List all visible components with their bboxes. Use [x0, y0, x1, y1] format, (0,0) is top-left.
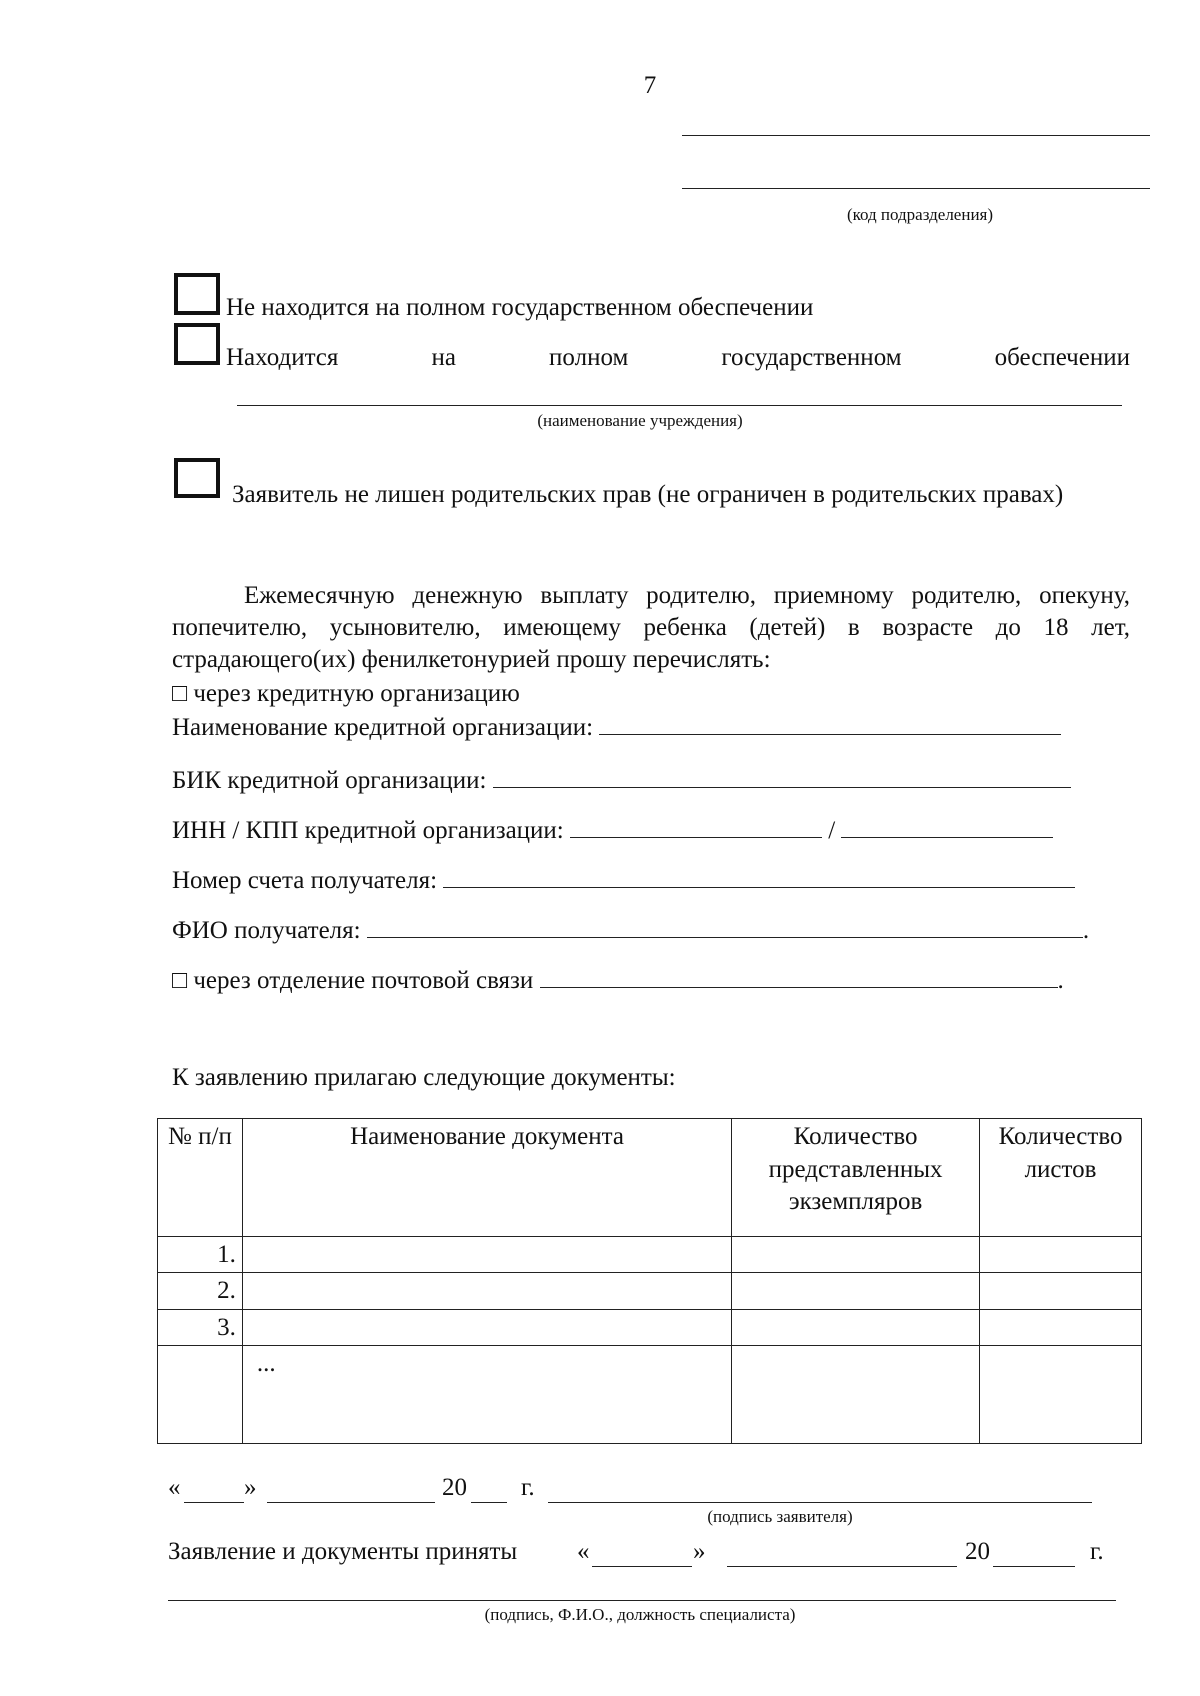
header-num: № п/п [158, 1119, 243, 1237]
row-number [158, 1345, 243, 1443]
table-row [158, 1273, 1142, 1309]
copies-cell[interactable] [732, 1273, 980, 1309]
on-state-support-checkbox[interactable] [174, 323, 220, 365]
attachments-intro: К заявлению прилагаю следующие документы: [172, 1064, 676, 1091]
year-prefix: 20 [442, 1474, 467, 1501]
date-month-field[interactable] [267, 1502, 435, 1503]
recipient-end-dot: . [1082, 917, 1090, 944]
via-bank-option[interactable]: □ через кредитную организацию [172, 680, 520, 707]
sheets-cell[interactable] [980, 1345, 1142, 1443]
inn-kpp-separator: / [828, 817, 836, 844]
table-row [158, 1309, 1142, 1345]
date-day-field[interactable] [184, 1502, 244, 1503]
year-suffix: г. [521, 1474, 535, 1501]
institution-caption: (наименование учреждения) [537, 411, 743, 430]
accepted-quote-close: » [693, 1538, 706, 1565]
parental-rights-checkbox[interactable] [174, 458, 220, 498]
doc-name-cell[interactable]: ... [242, 1345, 731, 1443]
table-header-row [158, 1119, 1142, 1237]
table-row [158, 1237, 1142, 1273]
bik-label: БИК кредитной организации: [172, 767, 487, 794]
doc-name-cell[interactable] [242, 1273, 731, 1309]
inn-kpp-row [172, 815, 1124, 846]
row-number: 2. [158, 1273, 243, 1309]
via-post-row [172, 965, 1124, 996]
unit-code-line[interactable] [682, 188, 1150, 189]
applicant-signature-caption: (подпись заявителя) [707, 1507, 853, 1526]
page-number: 7 [643, 72, 657, 99]
parental-rights-label: Заявитель не лишен родительских прав (не ограничен в родительских правах) [232, 481, 1064, 508]
header-line-1[interactable] [682, 135, 1150, 136]
date-quote-open: « [168, 1474, 181, 1501]
doc-name-cell[interactable] [242, 1309, 731, 1345]
recipient-field[interactable] [367, 936, 1083, 938]
account-field[interactable] [443, 886, 1075, 888]
bik-field[interactable] [493, 786, 1071, 788]
header-sheets: Количество листов [980, 1119, 1142, 1237]
bank-name-field[interactable] [599, 733, 1061, 735]
recipient-row [172, 915, 1124, 946]
recipient-label: ФИО получателя: [172, 917, 361, 944]
sheets-cell[interactable] [980, 1273, 1142, 1309]
specialist-signature-line[interactable] [168, 1600, 1116, 1601]
not-on-state-support-checkbox[interactable] [174, 273, 220, 315]
accepted-quote-open: « [577, 1538, 590, 1565]
row-number: 3. [158, 1309, 243, 1345]
post-end-dot: . [1057, 967, 1064, 994]
account-label: Номер счета получателя: [172, 867, 438, 894]
copies-cell[interactable] [732, 1237, 980, 1273]
specialist-signature-caption: (подпись, Ф.И.О., должность специалиста) [484, 1605, 796, 1624]
header-name: Наименование документа [242, 1119, 731, 1237]
bank-name-label: Наименование кредитной организации: [172, 714, 594, 741]
table-row [158, 1345, 1142, 1443]
year-field[interactable] [471, 1502, 507, 1503]
institution-name-line[interactable] [237, 405, 1122, 406]
doc-name-cell[interactable] [242, 1237, 731, 1273]
accepted-label: Заявление и документы приняты [168, 1538, 518, 1565]
accepted-year-suffix: г. [1090, 1538, 1104, 1565]
sheets-cell[interactable] [980, 1309, 1142, 1345]
copies-cell[interactable] [732, 1309, 980, 1345]
accepted-year-prefix: 20 [965, 1538, 990, 1565]
bik-row [172, 765, 1124, 796]
accepted-day-field[interactable] [592, 1566, 692, 1567]
inn-field[interactable] [570, 836, 822, 838]
kpp-field[interactable] [841, 836, 1053, 838]
post-office-field[interactable] [540, 986, 1058, 988]
unit-code-caption: (код подразделения) [846, 205, 994, 224]
not-on-state-support-label: Не находится на полном государственном обеспечении [226, 294, 814, 321]
documents-table [157, 1118, 1142, 1444]
payment-intro: Ежемесячную денежную выплату родителю, приемному родителю, опекуну, попечителю, усыновителю, имеющему ребенка (детей) в возрасте до 18 лет, страдающего(их) фенилкетонурией прошу перечислять: [172, 582, 1130, 673]
accepted-year-field[interactable] [993, 1566, 1075, 1567]
row-number: 1. [158, 1237, 243, 1273]
copies-cell[interactable] [732, 1345, 980, 1443]
account-row [172, 865, 1124, 896]
inn-kpp-label: ИНН / КПП кредитной организации: [172, 817, 564, 844]
accepted-month-field[interactable] [727, 1566, 957, 1567]
on-state-support-label: Находится на полном государственном обеспечении [226, 344, 1130, 371]
sheets-cell[interactable] [980, 1237, 1142, 1273]
bank-name-row [172, 712, 1124, 743]
via-post-option[interactable]: □ через отделение почтовой связи [172, 967, 534, 994]
header-copies: Количество представленных экземпляров [732, 1119, 980, 1237]
date-quote-close: » [244, 1474, 257, 1501]
applicant-signature-line[interactable] [548, 1502, 1092, 1503]
